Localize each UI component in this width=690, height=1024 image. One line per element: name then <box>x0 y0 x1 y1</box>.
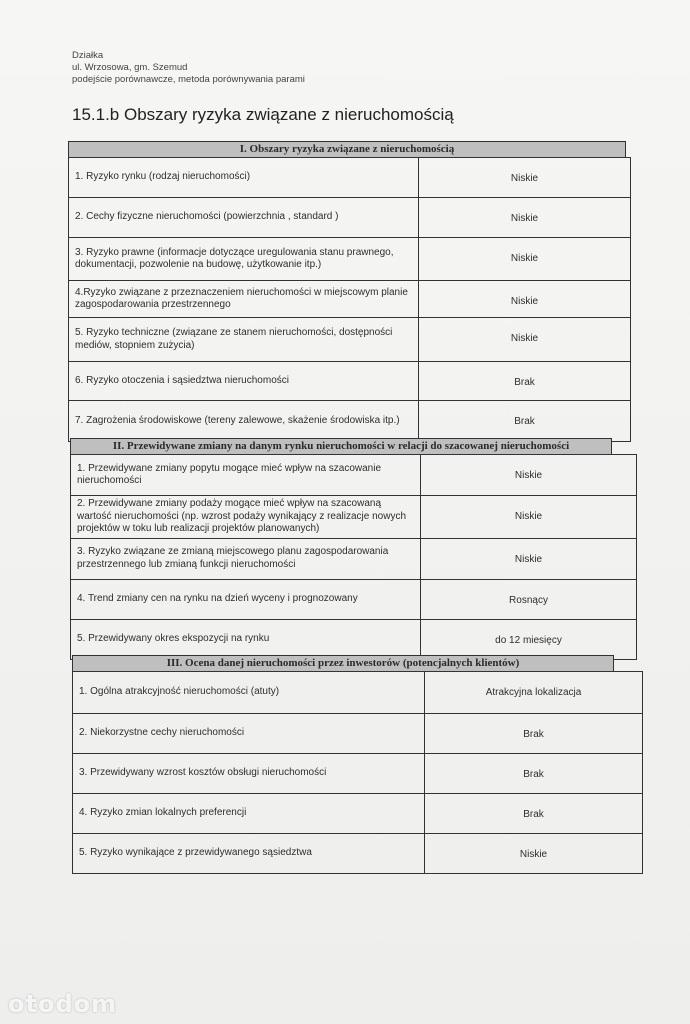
row-value: Rosnący <box>421 579 637 619</box>
table-row <box>73 714 643 754</box>
section-1-heading: I. Obszary ryzyka związane z nieruchomością <box>68 141 626 157</box>
section-1-table <box>68 157 631 442</box>
row-value: Niskie <box>419 158 631 198</box>
table-row <box>73 754 643 794</box>
table-row <box>69 401 631 442</box>
header-line-3: podejście porównawcze, metoda porównywania parami <box>72 74 305 85</box>
table-row <box>69 362 631 401</box>
table-row <box>69 238 631 281</box>
row-value: Brak <box>419 401 631 442</box>
row-value: Brak <box>425 794 643 834</box>
row-label: 3. Ryzyko związane ze zmianą miejscowego planu zagospodarowania przestrzennego lub zmianą funkcji nieruchomości <box>71 538 421 579</box>
row-value: Atrakcyjna lokalizacja <box>425 672 643 714</box>
row-label: 2. Przewidywane zmiany podaży mogące mieć wpływ na szacowaną wartość nieruchomości (np. wzrost podaży wynikający z realizacje nowych projektów w toku lub realizacji projektów planowanych) <box>71 496 421 539</box>
header-line-1: Działka <box>72 50 104 61</box>
row-value: Niskie <box>419 198 631 238</box>
row-label: 1. Przewidywane zmiany popytu mogące mieć wpływ na szacowanie nieruchomości <box>71 455 421 496</box>
row-label: 3. Przewidywany wzrost kosztów obsługi nieruchomości <box>73 754 425 794</box>
section-2-heading: II. Przewidywane zmiany na danym rynku nieruchomości w relacji do szacowanej nieruchomości <box>70 438 612 454</box>
table-row <box>71 496 637 539</box>
row-label: 2. Cechy fizyczne nieruchomości (powierzchnia , standard ) <box>69 198 419 238</box>
header-line-2: ul. Wrzosowa, gm. Szemud <box>72 62 188 73</box>
section-2-table <box>70 454 637 660</box>
table-row <box>73 834 643 874</box>
row-value: Brak <box>419 362 631 401</box>
table-row <box>71 538 637 579</box>
table-row <box>73 794 643 834</box>
row-label: 7. Zagrożenia środowiskowe (tereny zalewowe, skażenie środowiska itp.) <box>69 401 419 442</box>
row-label: 6. Ryzyko otoczenia i sąsiedztwa nieruchomości <box>69 362 419 401</box>
section-3-heading: III. Ocena danej nieruchomości przez inwestorów (potencjalnych klientów) <box>72 655 614 671</box>
row-value: Niskie <box>421 496 637 539</box>
row-value: Brak <box>425 714 643 754</box>
row-label: 5. Ryzyko techniczne (związane ze stanem nieruchomości, dostępności mediów, stopniem zużycia) <box>69 318 419 362</box>
row-value: Niskie <box>421 538 637 579</box>
row-label: 3. Ryzyko prawne (informacje dotyczące uregulowania stanu prawnego, dokumentacji, pozwolenie na budowę, użytkowanie itp.) <box>69 238 419 281</box>
row-label: 4. Trend zmiany cen na rynku na dzień wyceny i prognozowany <box>71 579 421 619</box>
row-label: 5. Ryzyko wynikające z przewidywanego sąsiedztwa <box>73 834 425 874</box>
row-label: 5. Przewidywany okres ekspozycji na rynku <box>71 619 421 659</box>
table-row <box>69 281 631 318</box>
page-title: 15.1.b Obszary ryzyka związane z nieruchomością <box>72 105 454 124</box>
table-row <box>73 672 643 714</box>
row-label: 1. Ogólna atrakcyjność nieruchomości (atuty) <box>73 672 425 714</box>
row-label: 4. Ryzyko zmian lokalnych preferencji <box>73 794 425 834</box>
table-row <box>71 579 637 619</box>
row-value: Niskie <box>419 281 631 318</box>
table-row <box>69 158 631 198</box>
row-value: Niskie <box>419 238 631 281</box>
row-value: Niskie <box>425 834 643 874</box>
section-3 <box>72 655 642 874</box>
row-value: Brak <box>425 754 643 794</box>
row-value: do 12 miesięcy <box>421 619 637 659</box>
table-row <box>69 198 631 238</box>
otodom-watermark-logo: otodom <box>8 990 118 1018</box>
document-header <box>72 50 305 86</box>
row-value: Niskie <box>419 318 631 362</box>
section-1 <box>68 141 630 442</box>
table-row <box>69 318 631 362</box>
row-label: 4.Ryzyko związane z przeznaczeniem nieruchomości w miejscowym planie zagospodarowania przestrzennego <box>69 281 419 318</box>
row-label: 2. Niekorzystne cechy nieruchomości <box>73 714 425 754</box>
table-row <box>71 455 637 496</box>
table-row <box>71 619 637 659</box>
row-label: 1. Ryzyko rynku (rodzaj nieruchomości) <box>69 158 419 198</box>
section-2 <box>70 438 636 660</box>
section-3-table <box>72 671 643 874</box>
row-value: Niskie <box>421 455 637 496</box>
